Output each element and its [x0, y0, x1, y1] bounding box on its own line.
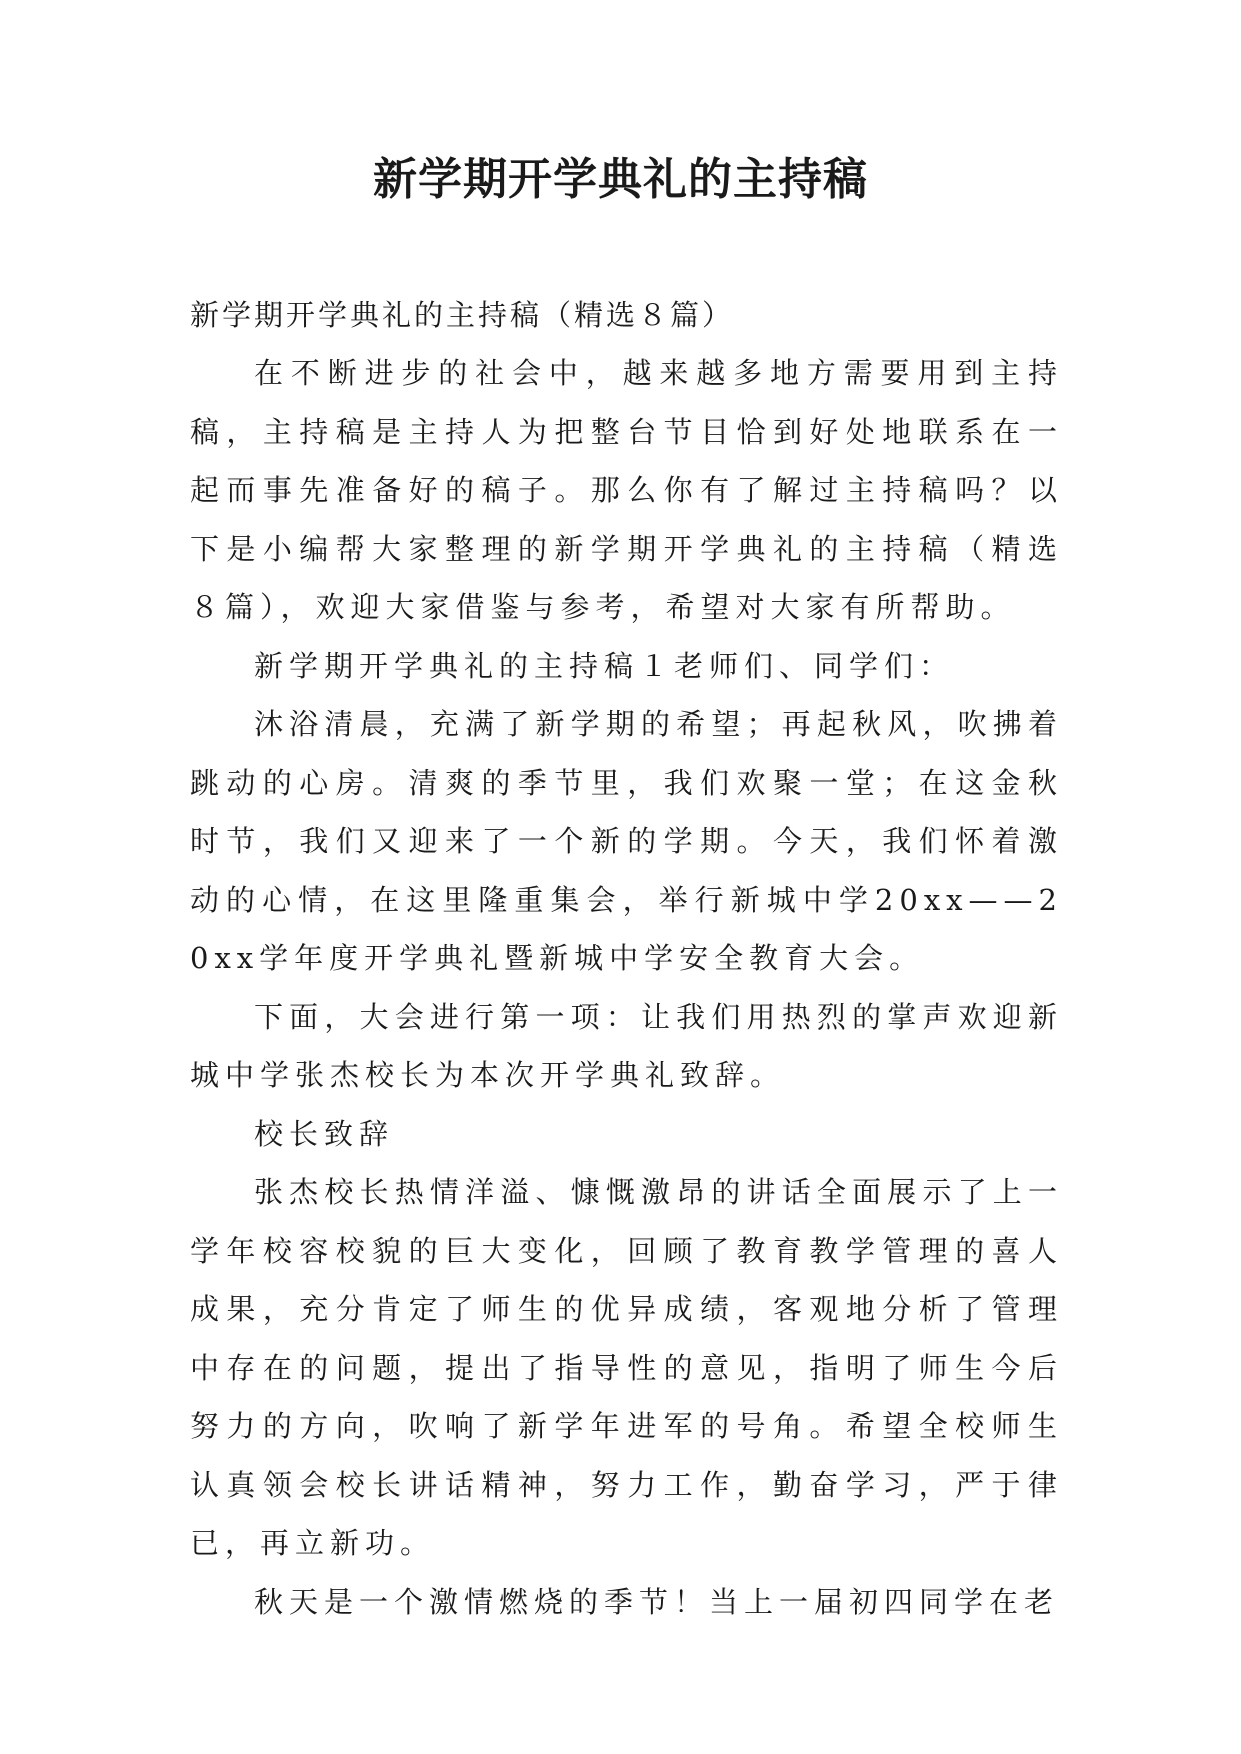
paragraph-principal-speech-label: 校长致辞 — [254, 1116, 395, 1151]
paragraph-agenda-item-1: 下面，大会进行第一项：让我们用热烈的掌声欢迎新城中学张杰校长为本次开学典礼致辞。 — [190, 999, 1063, 1092]
document-subtitle: 新学期开学典礼的主持稿（精选８篇） — [190, 298, 735, 332]
paragraph-intro: 在不断进步的社会中，越来越多地方需要用到主持稿，主持稿是主持人为把整台节目恰到好处地联系在一起而事先准备好的稿子。那么你有了解过主持稿吗？以下是小编帮大家整理的新学期开学典礼的主持稿（精选８篇），欢迎大家借鉴与参考，希望对大家有所帮助。 — [190, 356, 1063, 624]
paragraph-autumn: 秋天是一个激情燃烧的季节！当上一届初四同学在老 — [254, 1584, 1060, 1619]
paragraph-speech-summary: 张杰校长热情洋溢、慷慨激昂的讲话全面展示了上一学年校容校貌的巨大变化，回顾了教育教学管理的喜人成果，充分肯定了师生的优异成绩，客观地分析了管理中存在的问题，提出了指导性的意见，指明了师生今后努力的方向，吹响了新学年进军的号角。希望全校师生认真领会校长讲话精神，努力工作，勤奋学习，严于律已，再立新功。 — [190, 1175, 1063, 1560]
paragraph-opening: 沐浴清晨，充满了新学期的希望；再起秋风，吹拂着跳动的心房。清爽的季节里，我们欢聚一堂；在这金秋时节，我们又迎来了一个新的学期。今天，我们怀着激动的心情，在这里隆重集会，举行新城中学20xx——20xx学年度开学典礼暨新城中学安全教育大会。 — [190, 707, 1063, 975]
paragraph-greeting: 新学期开学典礼的主持稿１老师们、同学们： — [254, 648, 955, 683]
document-body — [190, 344, 1063, 1631]
page-title: 新学期开学典礼的主持稿 — [373, 154, 868, 205]
